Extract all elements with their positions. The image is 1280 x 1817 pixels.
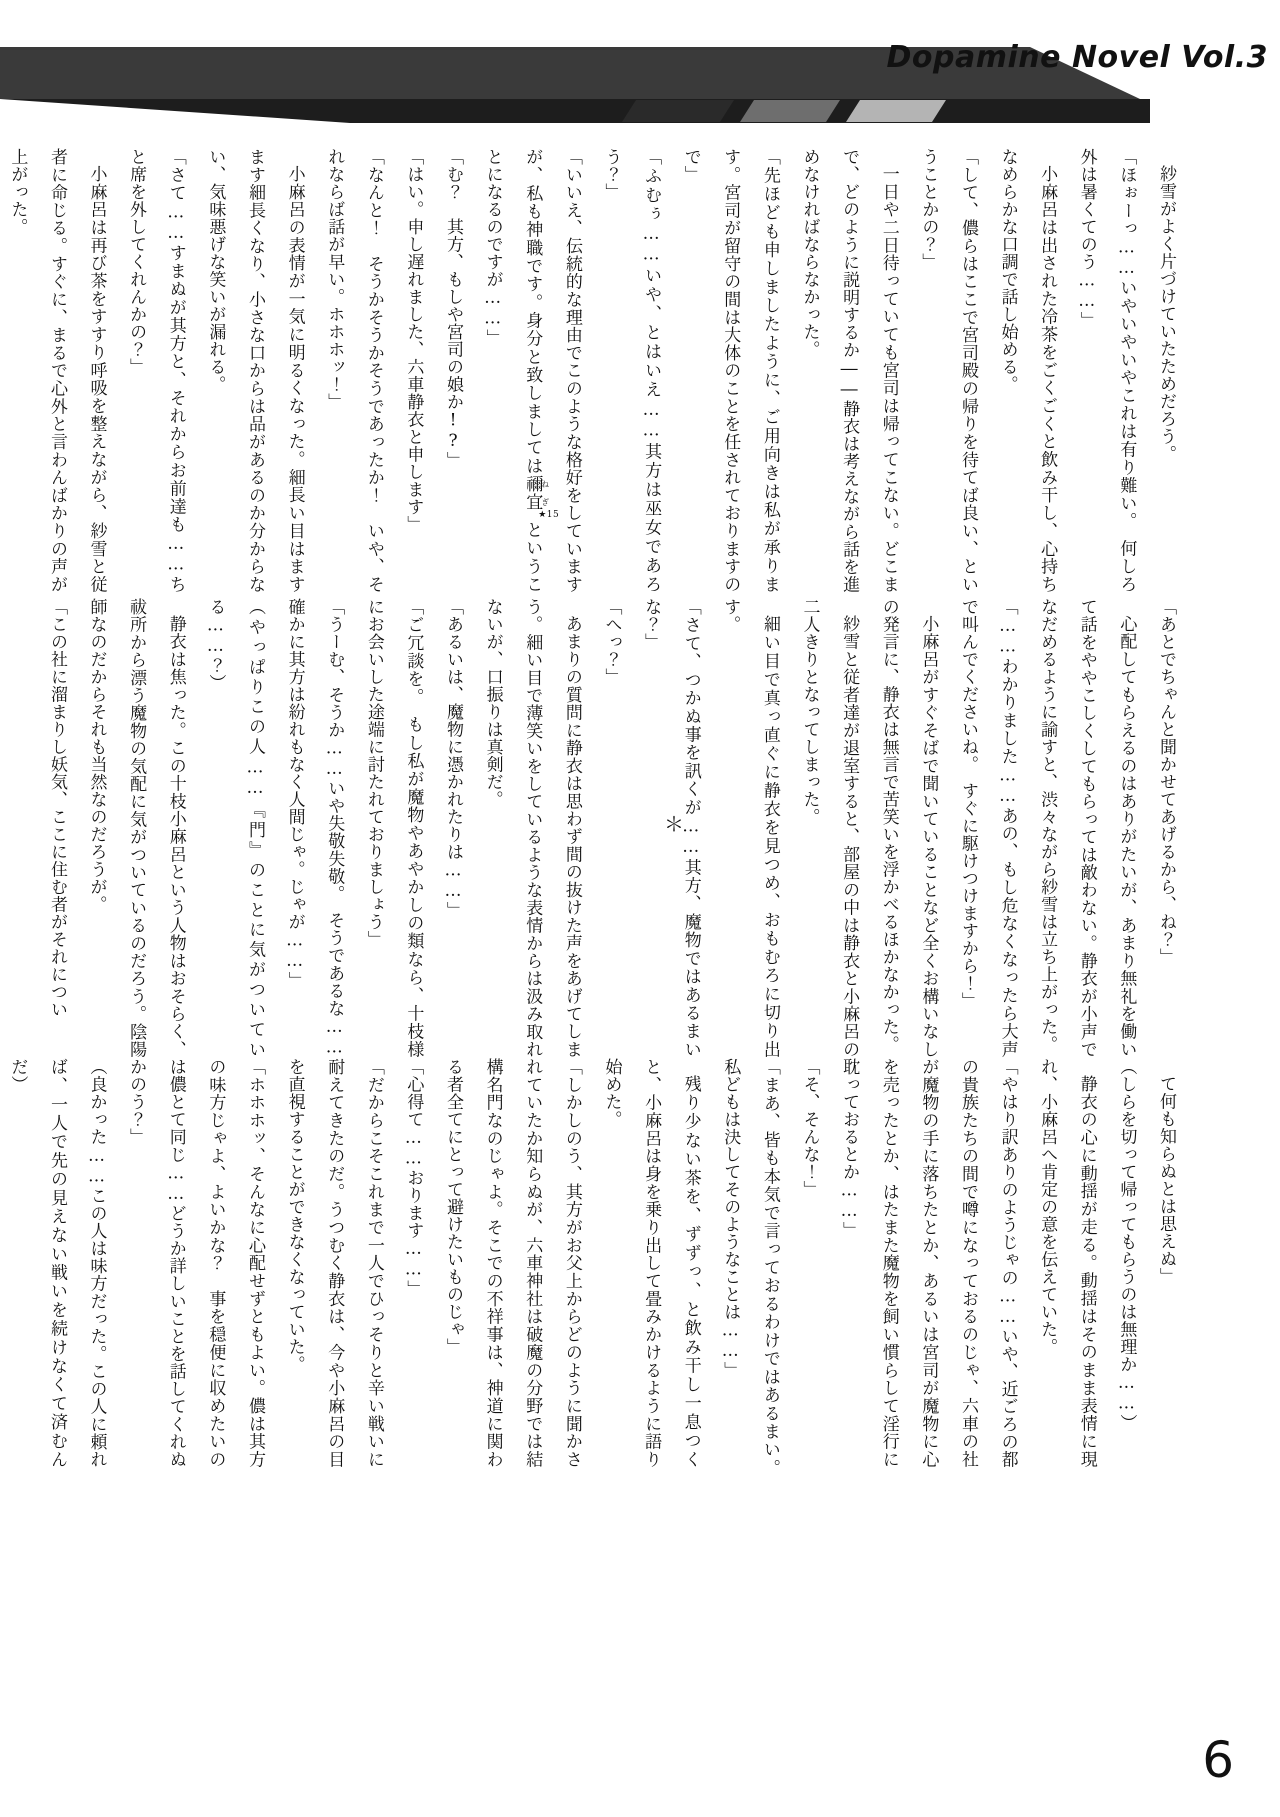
paragraph: 「ご冗談を。 もし私が魔物やあやかしの類なら、十枝様にお会いした途端に討たれておりましょう」 [363,598,424,1058]
paragraph: 静衣の心に動揺が走る。動揺はそのまま表情に現れ、小麻呂へ肯定の意を伝えていた。 [1037,1058,1097,1468]
paragraph: 「ホホホッ、そんなに心配せずともよい。儂は其方の味方じゃよ、よいかな？ 事を穏便に収めたいのは儂とて同じ……どうか詳しいことを話してくれぬかのう？」 [126,1058,265,1468]
paragraph: （良かった……この人は味方だった。この人に頼れば、一人で先の見えない戦いを続けなくて済むんだ） [7,1058,107,1468]
paragraph: 「うーむ、そうか……いや失敬失敬。 そうであるな……確かに其方は紛れもなく人間じゃ。じゃが……」 [284,598,345,1058]
paragraph: 「そ、そんな！」 [799,1058,820,1198]
paragraph: 「いいえ、伝統的な理由でこのような格好をしていますが、私も神職です。身分と致しましては禰宜ねぎ★15ということになるのですが……」 [482,148,582,594]
paragraph: あまりの質問に静衣は思わず間の抜けた声をあげてしまう。細い目で薄笑いをしているような表情からは汲み取れないが、口振りは真剣だ。 [482,598,582,1059]
text-block-middle [46,598,1185,1059]
paragraph: 「して、儂らはここで宮司殿の帰りを待てば良い、ということかの？」 [918,148,978,593]
paragraph: （しらを切って帰ってもらうのは無理か……） [1116,1058,1137,1432]
paragraph: 紗雪がよく片づけていたためだろう。 [1156,165,1176,463]
paragraph: 「ふむぅ……いや、とはいえ……其方は巫女であろう？」 [601,148,662,593]
text-block-lower [7,1058,1185,1486]
paragraph: 「まあ、皆も本気で言っておるわけではあるまい。 私どもは決してそのようなことは……」 [720,1058,780,1486]
paragraph: 「さて、つかぬ事を訊くが……其方、魔物ではあるまいな？」 [641,598,701,1058]
paragraph: （やっぱりこの人……『門』のことに気がついている……？） [205,598,265,1058]
paragraph: 小麻呂は出された冷茶をごくごくと飲み干し、心持ちなめらかな口調で話し始める。 [997,148,1058,594]
paragraph: 残り少ない茶を、ずずっ、と飲み干し一息つくと、小麻呂は身を乗り出して畳みかけるように語り始めた。 [601,1058,701,1468]
page-header [0,0,1280,150]
ruby-annotation: 禰宜ねぎ [522,475,550,512]
paragraph: 「この社に溜まりし妖気、ここに住む者がそれについ [46,598,67,1018]
header-chevron-dark [622,100,734,122]
paragraph: 「む？ 其方、もしや宮司の娘か!?」 [443,148,464,469]
header-chevron-mid [740,100,840,122]
paragraph: 「……わかりました……あの、もし危なくなったら大声で叫んでくださいね。 すぐに駆けつけますから！」 [957,598,1018,1058]
paragraph: 静衣は焦った。この十枝小麻呂という人物はおそらく、祓所から漂う魔物の気配に気がついているのだろう。陰陽師なのだからそれも当然なのだろうが。 [86,598,186,1058]
publication-title: Dopamine Novel Vol.3 [886,40,1268,75]
footnote-marker: ★15 [538,510,560,521]
paragraph: 「へっ？」 [601,598,622,686]
paragraph: 「心得て……おります……」 [403,1058,424,1298]
paragraph: 紗雪と従者達が退室すると、部屋の中は静衣と小麻呂の二人きりとなってしまった。 [799,598,860,1058]
paragraph: 小麻呂がすぐそばで聞いていることなど全くお構いなしの発言に、静衣は無言で苦笑いを浮かべるほかなかった。 [878,598,939,1058]
header-bar-secondary [0,99,1150,123]
header-chevron-light [846,100,946,122]
text-block-upper [7,148,1185,594]
paragraph: 「しかしのう、其方がお父上からどのように聞かされていたか知らぬが、六車神社は破魔の分野では結構名門なのじゃよ。そこでの不祥事は、神道に関わる者全てにとって避けたいものじゃ」 [443,1058,582,1469]
paragraph: 「はい。申し遅れました、六車静衣と申します」 [403,148,424,533]
paragraph: 「ほぉーっ……いやいやいやこれは有り難い。 何しろ外は暑くてのう……」 [1076,148,1137,593]
paragraph: て何も知らぬとは思えぬ」 [1156,1075,1176,1285]
paragraph: 細い目で真っ直ぐに静衣を見つめ、おもむろに切り出す。 [720,598,780,1058]
paragraph: 小麻呂の表情が一気に明るくなった。細長い目はますます細長くなり、小さな口からは品があるのか分からない、気味悪げな笑いが漏れる。 [205,148,305,593]
paragraph: 「先ほども申しましたように、ご用向きは私が承ります。宮司が留守の間は大体のことを任されておりますので」 [680,148,780,593]
paragraph: 心配してもらえるのはありがたいが、あまり無礼を働いて話をややこしくしてもらっては敵わない。静衣が小声でなだめるように諭すと、渋々ながら紗雪は立ち上がった。 [1037,598,1137,1058]
paragraph: 小麻呂は再び茶をすすり呼吸を整えながら、紗雪と従者に命じる。すぐに、まるで心外と言わんばかりの声が上がった。 [7,148,107,593]
paragraph: 「なんと！ そうかそうかそうであったか！ いや、それならば話が早い。ホホホッ！」 [324,148,384,593]
paragraph: 「あるいは、魔物に憑かれたりは……」 [443,598,464,919]
page-number: 6 [1202,1731,1234,1789]
paragraph: 「あとでちゃんと聞かせてあげるから、ね？」 [1156,598,1176,966]
paragraph: 「やはり訳ありのようじゃの……いや、近ごろの都の貴族たちの間で噂になっておるのじゃ、六車の社が魔物の手に落ちたとか、あるいは宮司が魔物に心を売ったとか、はたまた魔物を飼い慣らして淫行に耽っておるとか……」 [839,1058,1018,1468]
scene-break-mark: ＊ [664,812,684,836]
paragraph: 一日や二日待っていても宮司は帰ってこない。どこまで、どのように説明するか――静衣は考えながら話を進めなければならなかった。 [799,148,899,593]
paragraph: 「だからこそこれまで一人でひっそりと辛い戦いに耐えてきたのだ。うつむく静衣は、今や小麻呂の目を直視することができなくなっていた。 [284,1058,384,1468]
paragraph: 「さて……すまぬが其方と、それからお前達も……ち と席を外してくれんかの？」 [126,148,186,593]
